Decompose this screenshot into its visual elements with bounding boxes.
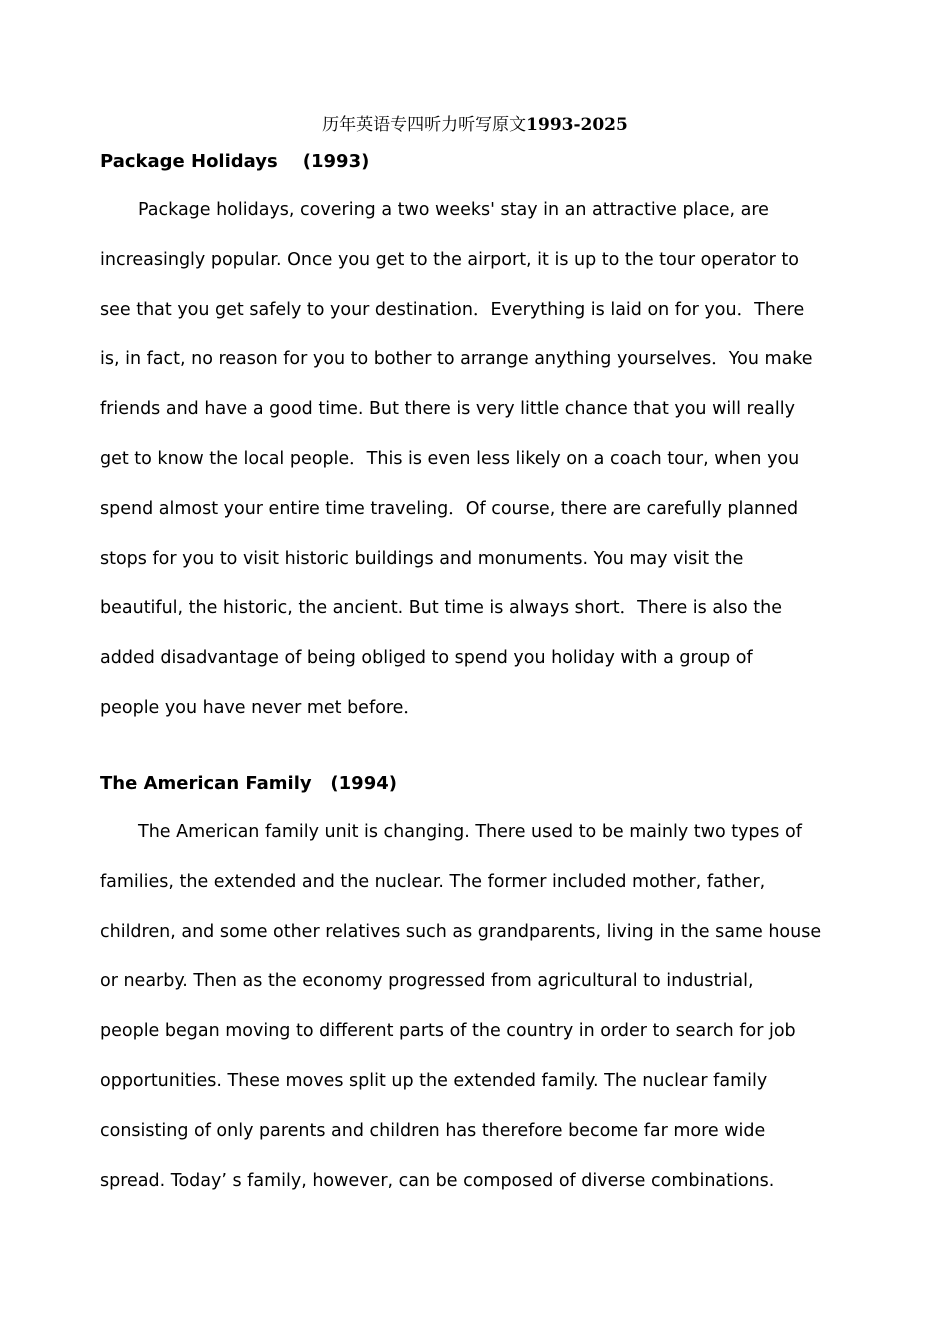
paragraph-line: added disadvantage of being obliged to spend you holiday with a group of [100,648,753,669]
section-paragraph [100,186,860,734]
document-title-years: 1993-2025 [526,115,628,135]
paragraph-line: families, the extended and the nuclear. The former included mother, father, [100,871,766,892]
paragraph-line: stops for you to visit historic buildings and monuments. You may visit the [100,548,744,569]
paragraph-line: is, in fact, no reason for you to bother to arrange anything yourselves．You make [100,349,813,370]
section-heading: The American Family (1994) [100,773,397,794]
paragraph-line: see that you get safely to your destination．Everything is laid on for you．There [100,299,805,320]
paragraph-line: The American family unit is changing. There used to be mainly two types of [138,822,802,842]
paragraph-line: consisting of only parents and children has therefore become far more wide [100,1120,766,1141]
section-package-holidays [100,150,860,734]
document-title [0,113,950,137]
paragraph-line: people you have never met before． [100,697,421,718]
paragraph-line: Package holidays, covering a two weeks' stay in an attractive place, are [138,200,769,220]
paragraph-line: children, and some other relatives such as grandparents, living in the same house [100,921,822,942]
paragraph-line: spread. Today’ s family, however, can be composed of diverse combinations. [100,1170,775,1191]
paragraph-line: or nearby. Then as the economy progressed from agricultural to industrial, [100,971,754,992]
paragraph-line: increasingly popular. Once you get to the airport, it is up to the tour operator to [100,249,799,270]
section-american-family [100,772,860,1206]
paragraph-line: opportunities. These moves split up the extended family. The nuclear family [100,1070,768,1091]
paragraph-line: people began moving to different parts of the country in order to search for job [100,1021,796,1042]
paragraph-line: get to know the local people．This is even less likely on a coach tour, when you [100,448,800,469]
section-paragraph [100,808,860,1206]
paragraph-line: spend almost your entire time traveling．Of course, there are carefully planned [100,498,799,519]
paragraph-line: friends and have a good time. But there is very little chance that you will really [100,399,795,420]
section-heading: Package Holidays (1993) [100,151,370,172]
paragraph-line: beautiful, the historic, the ancient. But time is always short．There is also the [100,598,783,619]
document-title-text: 历年英语专四听力听写原文 [322,115,527,135]
